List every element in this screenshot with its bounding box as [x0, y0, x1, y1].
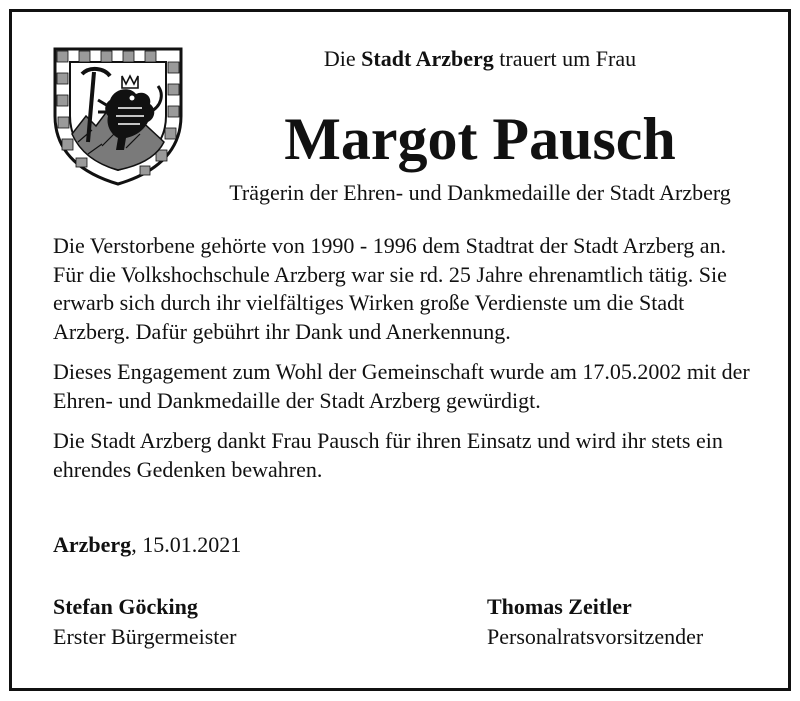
deceased-name: Margot Pausch	[284, 106, 676, 172]
place: Arzberg	[53, 532, 132, 557]
intro-suffix: trauert um Frau	[499, 46, 637, 71]
body-paragraph: Die Verstorbene gehörte von 1990 - 1996 dem Stadtrat der Stadt Arzberg an. Für die Volkshochschule Arzberg war sie rd. 25 Jahre ehrenamtlich tätig. Sie erwarb sich durch ihr vielfältiges Wirken große Verdienste um die Stadt Arzberg. Dafür gebührt ihr Dank und Anerkennung.	[53, 233, 727, 344]
intro-line	[200, 44, 760, 74]
intro-prefix: Die	[323, 46, 356, 71]
signatory-role: Erster Bürgermeister	[53, 624, 237, 649]
place-date	[53, 530, 241, 560]
date: , 15.01.2021	[131, 532, 242, 557]
signatory-name: Stefan Göcking	[53, 594, 198, 619]
signature-staff-council	[487, 592, 703, 652]
signatory-name: Thomas Zeitler	[487, 594, 632, 619]
city-name: Stadt Arzberg	[361, 46, 494, 71]
body-paragraph: Dieses Engagement zum Wohl der Gemeinschaft wurde am 17.05.2002 mit der Ehren- und Dankmedaille der Stadt Arzberg gewürdigt.	[53, 359, 750, 413]
body-paragraph: Die Stadt Arzberg dankt Frau Pausch für ihren Einsatz und wird ihr stets ein ehrendes Gedenken bewahren.	[53, 428, 723, 482]
signatory-role: Personalratsvorsitzender	[487, 624, 704, 649]
honor-line: Trägerin der Ehren- und Dankmedaille der Stadt Arzberg	[229, 180, 731, 205]
coat-of-arms-icon	[52, 46, 184, 186]
obituary-body	[53, 232, 753, 496]
signature-mayor	[53, 592, 236, 652]
